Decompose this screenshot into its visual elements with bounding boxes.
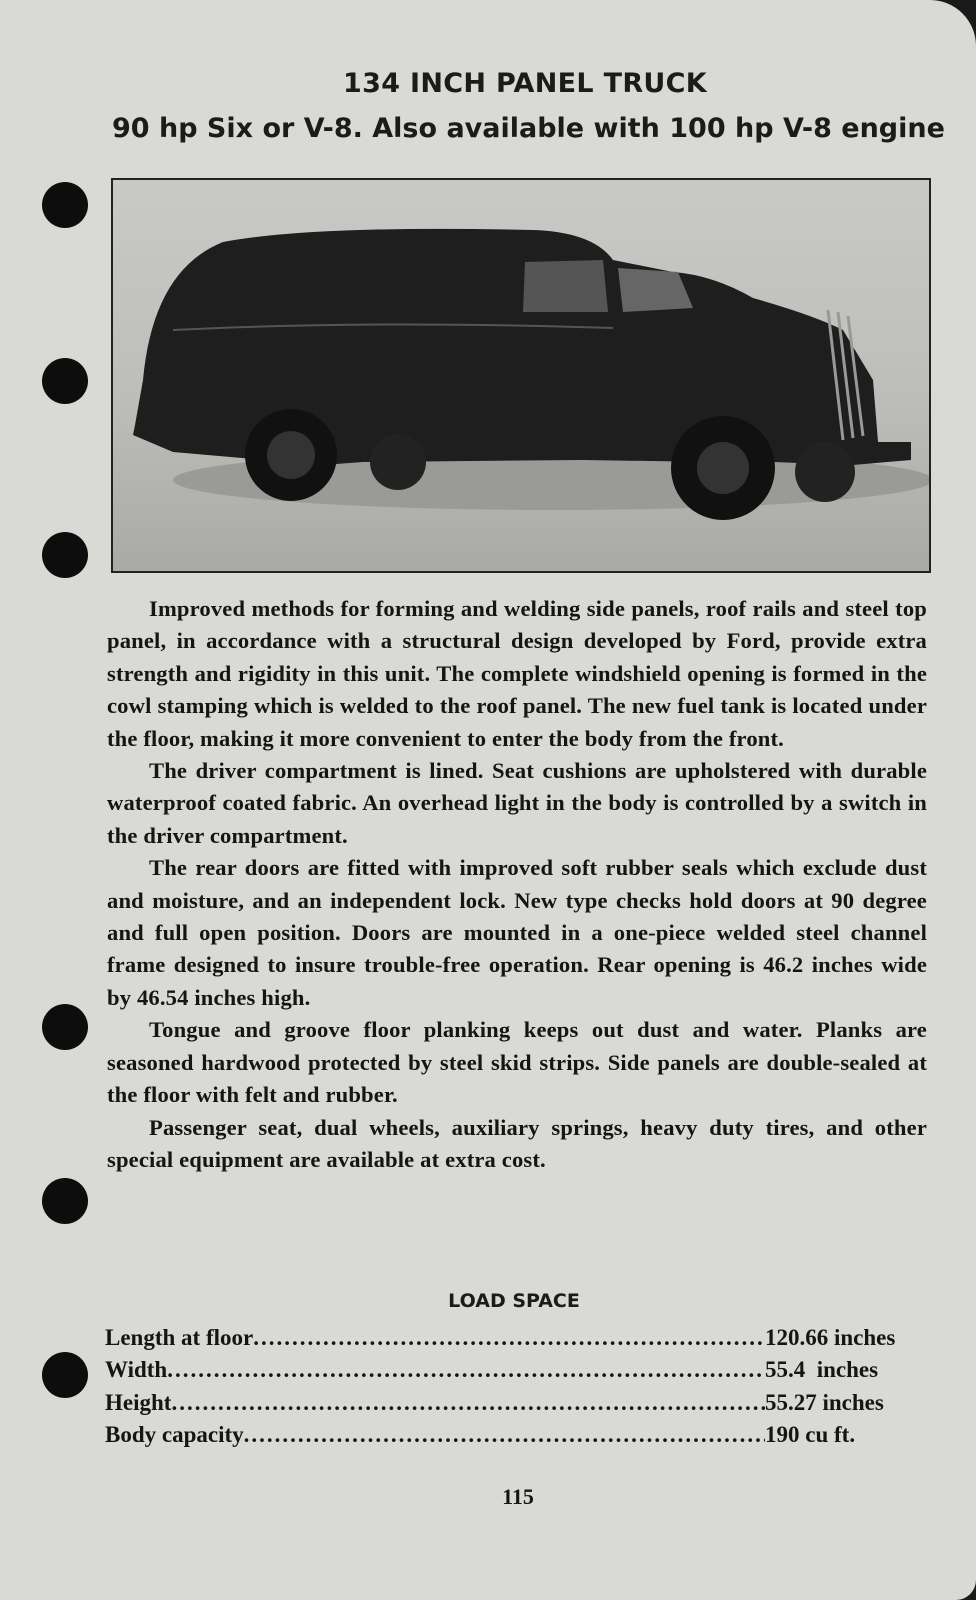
paragraph: Tongue and groove floor planking keeps out dust and water. Planks are seasoned hardwood protected by steel skid strips. Side panels are double-sealed at the floor with felt and rubber. xyxy=(107,1017,927,1108)
page-number: 115 xyxy=(502,1484,534,1509)
binder-hole xyxy=(42,1178,88,1224)
binder-hole xyxy=(42,1352,88,1398)
spec-value: 190 cu ft. xyxy=(765,1422,856,1448)
spec-row xyxy=(105,1419,925,1451)
leader-dots xyxy=(244,1419,765,1451)
paragraph: The driver compartment is lined. Seat cushions are upholstered with durable waterproof coated fabric. An overhead light in the body is controlled by a switch in the driver compartment. xyxy=(107,758,927,848)
leader-dots xyxy=(167,1354,765,1386)
truck-illustration xyxy=(113,180,929,571)
spec-label: Body capacity xyxy=(105,1422,244,1448)
spec-value: 55.4 inches xyxy=(765,1357,879,1383)
binder-hole xyxy=(42,182,88,228)
page-subtitle: 90 hp Six or V-8. Also available with 100 hp V-8 engine xyxy=(112,113,945,144)
binder-hole xyxy=(42,532,88,578)
spec-row xyxy=(105,1354,925,1386)
spec-row xyxy=(105,1322,925,1354)
spec-label: Length at floor xyxy=(105,1325,254,1350)
paragraph: The rear doors are fitted with improved soft rubber seals which exclude dust and moisture, and an independent lock. New type checks hold doors at 90 degree and full open position. Doors are mounted in a one-piece welded steel channel frame designed to insure trouble-free operation. Rear opening is 46.2 inches wide by 46.54 inches high. xyxy=(107,855,927,1010)
paragraph: Passenger seat, dual wheels, auxiliary springs, heavy duty tires, and other special equipment are available at extra cost. xyxy=(107,1114,927,1172)
panel-truck-photo xyxy=(111,178,931,573)
load-space-table xyxy=(105,1322,925,1452)
load-space-heading: LOAD SPACE xyxy=(448,1290,580,1312)
spec-value: 55.27 inches xyxy=(765,1389,884,1415)
page-title: 134 INCH PANEL TRUCK xyxy=(343,68,707,99)
leader-dots xyxy=(253,1322,765,1354)
spec-row xyxy=(105,1387,925,1419)
spec-label: Height xyxy=(105,1389,172,1415)
spec-label: Width xyxy=(105,1357,168,1383)
binder-hole xyxy=(42,1004,88,1050)
description-text xyxy=(107,593,927,1176)
binder-hole xyxy=(42,358,88,404)
spec-value: 120.66 inches xyxy=(765,1325,896,1350)
leader-dots xyxy=(171,1387,765,1419)
paragraph: Improved methods for forming and welding side panels, roof rails and steel top panel, in accordance with a structural design developed by Ford, provide extra strength and rigidity in this unit. The complete windshield opening is formed in the cowl stamping which is welded to the roof panel. The new fuel tank is located under the floor, making it more convenient to enter the body from the front. xyxy=(107,596,927,751)
